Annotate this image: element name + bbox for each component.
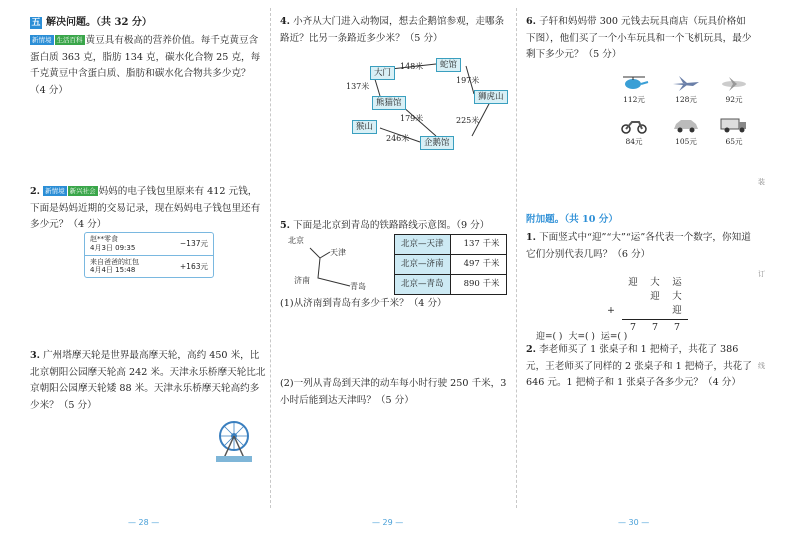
addition-row	[600, 290, 688, 304]
question-3	[30, 348, 266, 414]
toy-price: 128元	[675, 95, 697, 104]
bonus-question-1-number: 1.	[526, 232, 537, 243]
question-2-text: 妈妈的电子钱包里原来有 412 元钱，下面是妈妈近期的交易记录，现在妈妈电子钱包里还有多少元？（4 分）	[30, 186, 261, 230]
addition-cell: +	[607, 305, 615, 316]
jet-plane-icon	[671, 74, 701, 92]
question-6	[526, 14, 752, 64]
route-cell: 北京—天津	[395, 235, 451, 255]
table-row	[395, 275, 507, 295]
left-page-column	[30, 14, 266, 99]
distance-panda-penguin: 179米	[400, 114, 424, 123]
distance-snake-lion: 197米	[456, 76, 480, 85]
page-number-30: — 30 —	[618, 518, 650, 527]
question-5-number: 5.	[280, 220, 291, 231]
distance-gate-snake: 148米	[400, 62, 424, 71]
distance-cell: 497 千米	[450, 255, 506, 275]
column-divider-left	[270, 8, 271, 508]
toy-price: 105元	[675, 137, 697, 146]
car-icon	[671, 116, 701, 134]
truck-icon	[719, 116, 749, 134]
city-tianjin: 天津	[330, 248, 346, 257]
map-place-lion-tiger-hill: 狮虎山	[474, 90, 508, 104]
map-place-penguin-house: 企鹅馆	[420, 136, 454, 150]
question-2	[30, 184, 266, 234]
question-5-text: 下面是北京到青岛的铁路路线示意图。（9 分）	[293, 220, 490, 231]
addition-cell: 大	[672, 291, 682, 302]
railway-route-map	[290, 238, 390, 298]
toy-jet-plane	[668, 74, 704, 105]
toy-motorcycle	[616, 116, 652, 147]
map-place-gate: 大门	[370, 66, 395, 80]
transaction-label: 来自爸爸的红包	[90, 257, 139, 266]
airplane-icon	[719, 74, 749, 92]
addition-cell: 大	[650, 277, 660, 288]
toy-price: 65元	[725, 137, 743, 146]
question-5-part-2: (2)一列从青岛到天津的动车每小时行驶 250 千米，3 小时后能到达天津吗？（5 分）	[280, 378, 507, 406]
tag-new-context: 新情境	[32, 36, 52, 45]
question-5	[280, 218, 510, 235]
question-6-number: 6.	[526, 16, 537, 27]
route-cell: 北京—济南	[395, 255, 451, 275]
helicopter-icon	[619, 74, 649, 92]
transaction-time: 4月4日 15:48	[90, 266, 136, 275]
question-4-text: 小齐从大门进入动物园，想去企鹅馆参观，走哪条路近？比另一条路近多少米？（5 分）	[280, 16, 505, 44]
transaction-time: 4月3日 09:35	[90, 243, 136, 252]
transaction-row	[85, 255, 213, 278]
map-place-snake-house: 蛇馆	[436, 58, 461, 72]
question-1-points: （4 分）	[30, 84, 68, 96]
toy-car	[668, 116, 704, 147]
toy-price: 92元	[725, 95, 743, 104]
addition-result-digit: 7	[629, 322, 637, 333]
city-beijing: 北京	[288, 236, 304, 245]
toy-price: 112元	[623, 95, 645, 104]
transaction-amount: −137元	[179, 239, 208, 249]
bonus-question-2-text: 李老师买了 1 张桌子和 1 把椅子，共花了 386 元，王老师买了同样的 2 张桌子和 1 把椅子，共花了 646 元。1 把椅子和 1 张桌子各多少元？（4 分）	[526, 344, 752, 388]
city-qingdao: 青岛	[350, 282, 366, 291]
answer-blank-yun[interactable]: 运=( )	[600, 332, 628, 342]
question-4-number: 4.	[280, 16, 291, 27]
table-row	[395, 255, 507, 275]
distance-gate-panda: 137米	[346, 82, 370, 91]
map-place-panda-house: 熊猫馆	[372, 96, 406, 110]
distance-cell: 890 千米	[450, 275, 506, 295]
question-1	[30, 33, 266, 99]
section-title: 解决问题。（共 32 分）	[46, 17, 152, 28]
tag-emerging-society: 新兴社会	[69, 187, 96, 195]
binding-mark-staple: 订	[758, 270, 765, 278]
route-cell: 北京—青岛	[395, 275, 451, 295]
addition-cell: 迎	[672, 305, 682, 316]
transaction-amount: +163元	[179, 261, 208, 271]
map-place-monkey-hill: 猴山	[352, 120, 377, 134]
vertical-addition	[600, 276, 688, 335]
addition-cell	[622, 290, 644, 304]
transaction-record	[84, 232, 214, 278]
answer-blank-da[interactable]: 大=( )	[568, 332, 595, 342]
tag-life-encyclopedia: 生活百科	[56, 36, 83, 45]
addition-cell: 迎	[628, 277, 638, 288]
binding-mark-line: 线	[758, 362, 765, 370]
tag-new-context: 新情境	[45, 187, 65, 195]
toy-airplane	[716, 74, 752, 105]
question-5-part-1: (1)从济南到青岛有多少千米？（4 分）	[280, 298, 447, 309]
page-number-29: — 29 —	[372, 518, 404, 527]
railway-distance-table	[394, 234, 507, 295]
page-number-28: — 28 —	[128, 518, 160, 527]
addition-result-digit: 7	[651, 322, 659, 333]
column-divider-right	[516, 8, 517, 508]
city-jinan: 济南	[294, 276, 310, 285]
addition-cell	[600, 290, 622, 304]
bonus-section-title: 附加题。（共 10 分）	[526, 214, 618, 225]
transaction-row	[85, 233, 213, 255]
question-4	[280, 14, 510, 47]
question-1-text: 黄豆具有极高的营养价值。每千克黄豆含蛋白质 363 克，脂肪 134 克，碳水化合物 25 克，每千克黄豆中含蛋白质、脂肪和碳水化合物共多少克？	[30, 35, 261, 80]
bonus-question-1	[526, 230, 752, 263]
addition-result-digit: 7	[673, 322, 681, 333]
toy-truck	[716, 116, 752, 147]
toy-helicopter	[616, 74, 652, 105]
bonus-question-2	[526, 342, 752, 392]
addition-sum-line	[622, 319, 688, 320]
addition-cell	[600, 276, 622, 290]
addition-cell: 迎	[650, 291, 660, 302]
addition-cell	[644, 304, 666, 318]
answer-blank-ying[interactable]: 迎=( )	[536, 332, 563, 342]
question-3-text: 广州塔摩天轮是世界最高摩天轮，高约 450 米，比北京朝阳公园摩天轮高 242 米。天津永乐桥摩天轮比北京朝阳公园摩天轮矮 88 米。天津永乐桥摩天轮高约多少米？（5 分）	[30, 350, 266, 411]
table-row	[395, 235, 507, 255]
bonus-question-2-number: 2.	[526, 344, 537, 355]
distance-lion-penguin: 225米	[456, 116, 480, 125]
binding-mark-bind: 装	[758, 178, 765, 186]
ferris-wheel-icon	[212, 418, 256, 464]
bonus-question-1-text: 下面竖式中“迎”“大”“运”各代表一个数字，你知道它们分别代表几吗？（6 分）	[526, 232, 751, 260]
question-2-number: 2.	[30, 186, 41, 197]
addition-row	[600, 276, 688, 290]
toy-price: 84元	[625, 137, 643, 146]
addition-cell: 运	[672, 277, 682, 288]
section-number: 五	[31, 17, 41, 28]
distance-cell: 137 千米	[450, 235, 506, 255]
addition-row	[600, 304, 688, 318]
question-6-text: 子轩和妈妈带 300 元钱去玩具商店（玩具价格如下图），他们买了一个小车玩具和一个飞机玩具，最少剩下多少元？（5 分）	[526, 16, 752, 60]
transaction-label: 赵**零食	[90, 235, 118, 243]
motorcycle-icon	[619, 116, 649, 134]
section-heading	[30, 14, 266, 31]
question-3-number: 3.	[30, 350, 41, 361]
distance-monkey-penguin: 246米	[386, 134, 410, 143]
addition-cell	[622, 304, 644, 318]
